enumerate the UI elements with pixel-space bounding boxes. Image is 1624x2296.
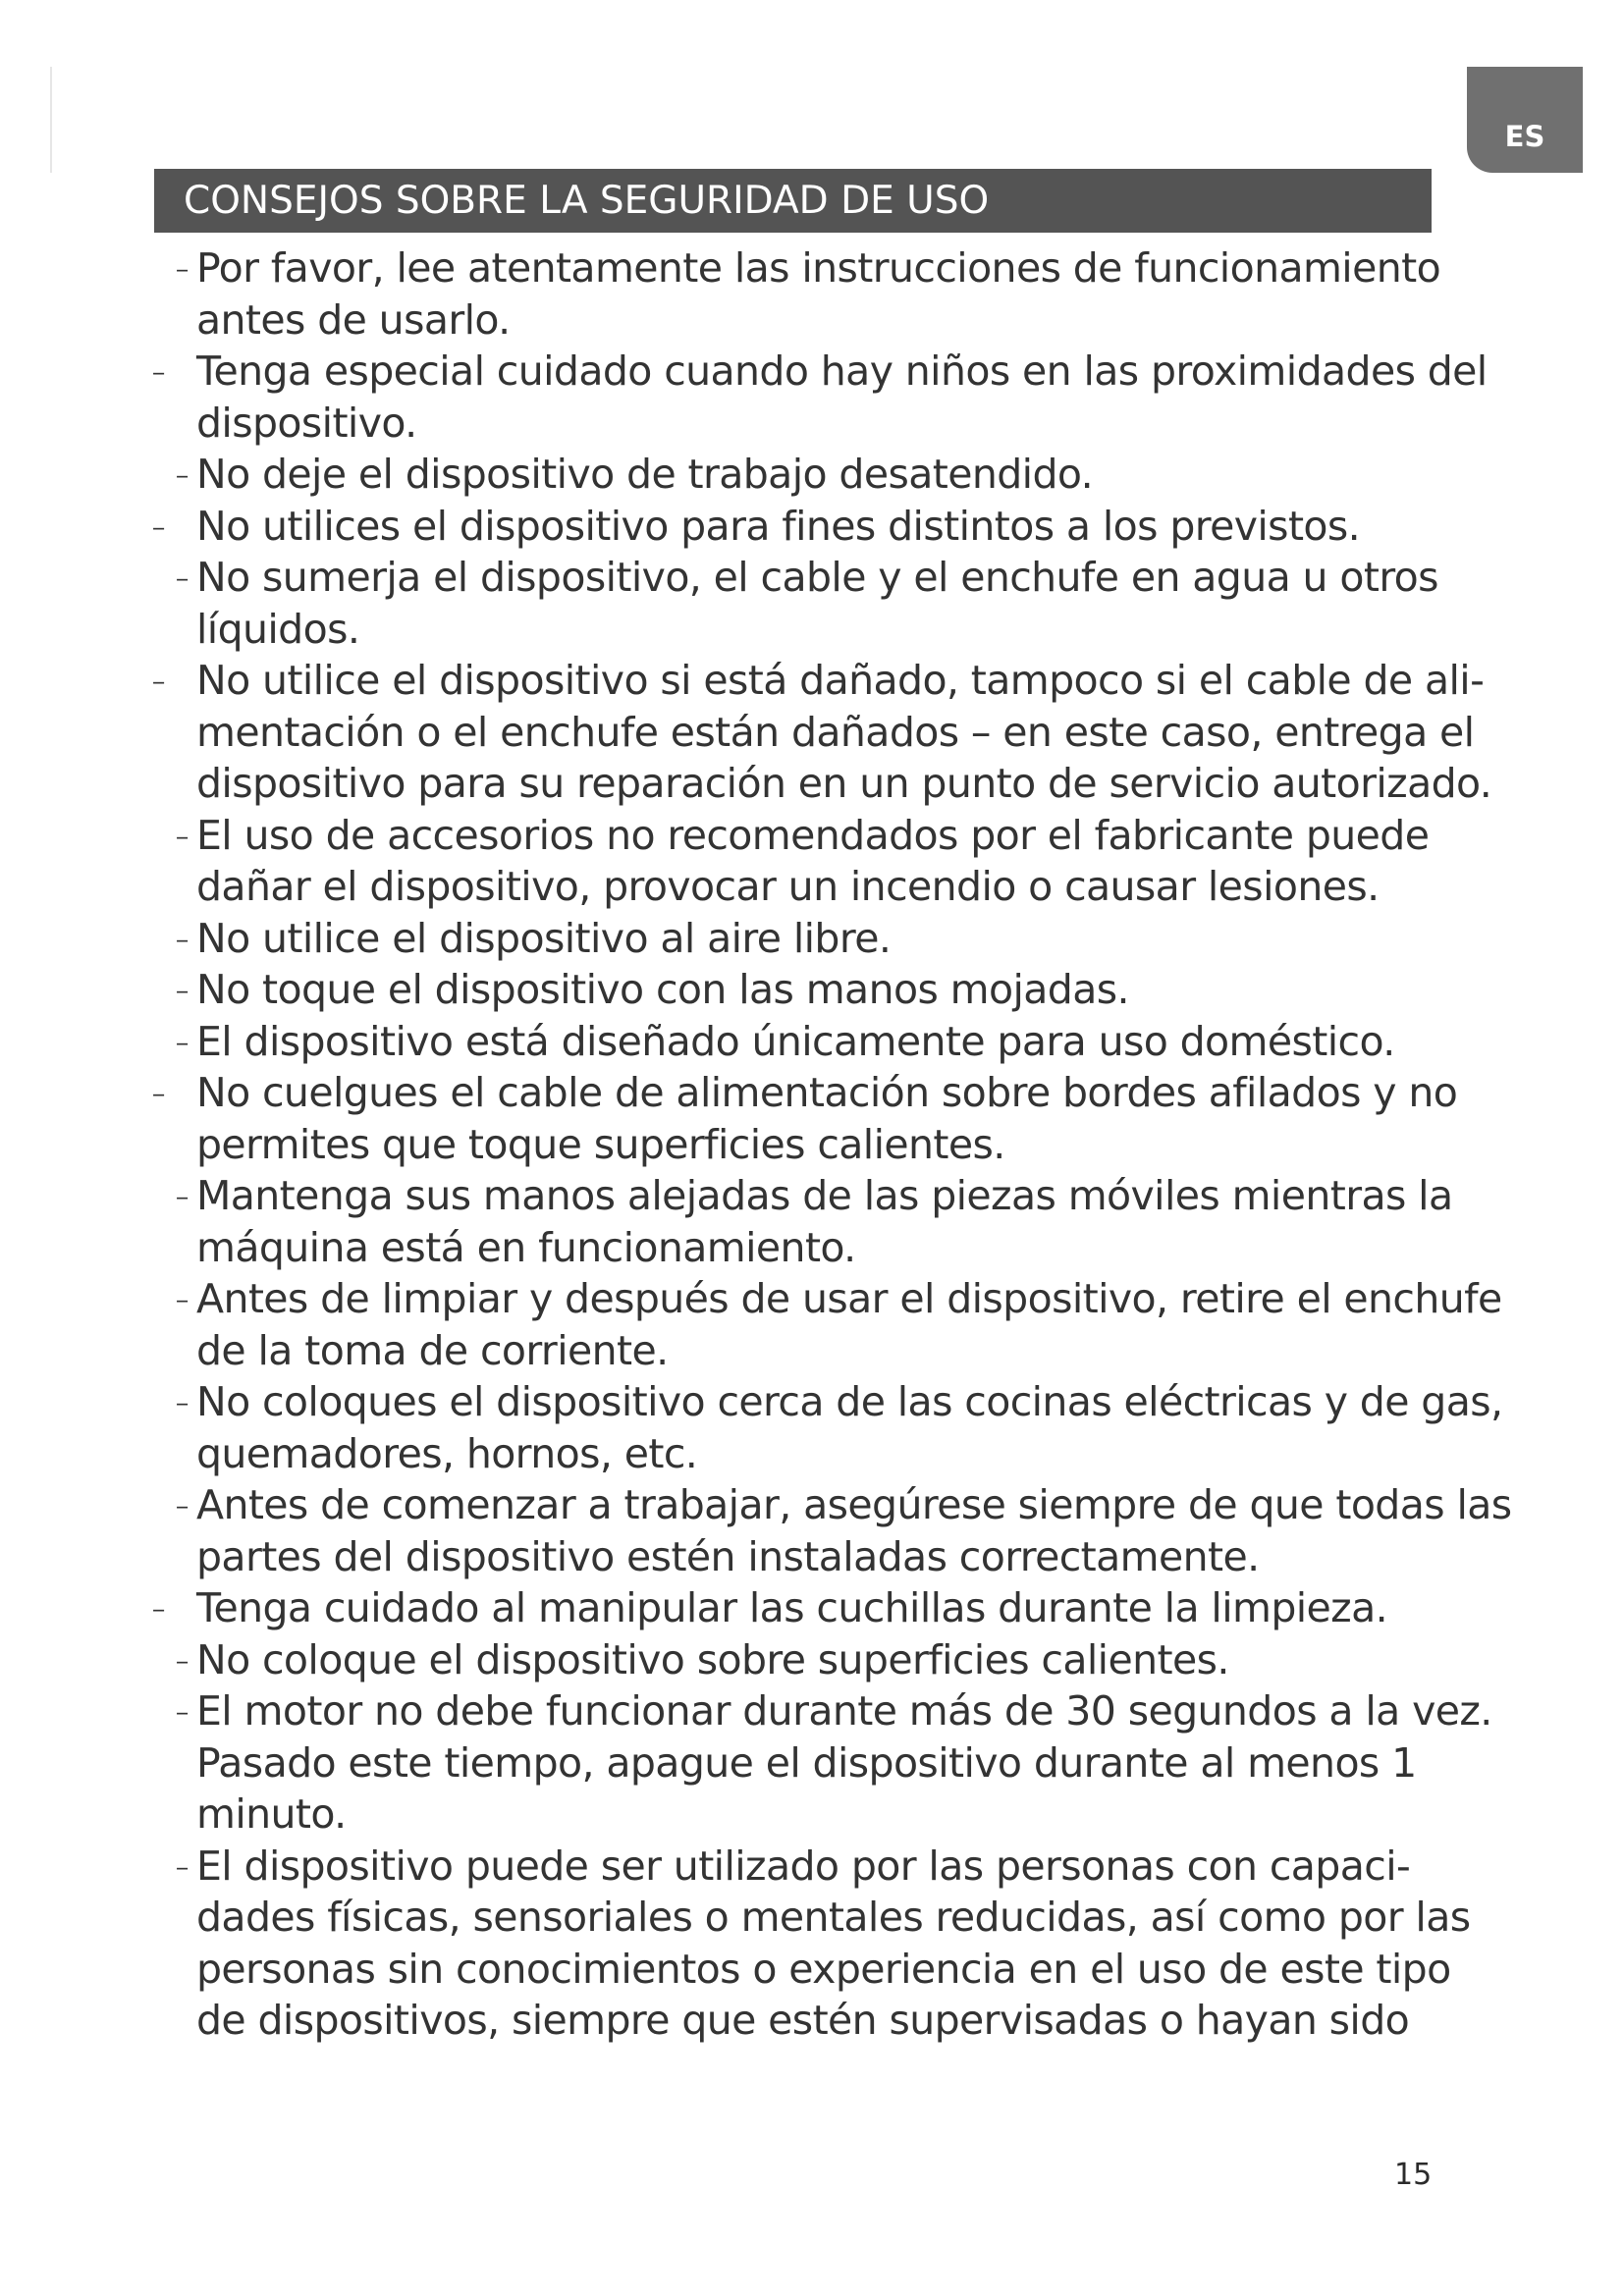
list-dash: -	[151, 656, 167, 704]
item-line: No utilice el dispositivo si está dañado, tampoco si el cable de ali-	[196, 657, 1485, 704]
item-line: líquidos.	[196, 605, 360, 653]
item-line: No coloques el dispositivo cerca de las cocinas eléctricas y de gas,	[196, 1378, 1503, 1425]
item-line: El uso de accesorios no recomendados por el fabricante puede	[196, 811, 1430, 859]
item-line: máquina está en funcionamiento.	[196, 1223, 856, 1271]
item-line: antes de usarlo.	[196, 295, 511, 344]
list-item	[0, 242, 1483, 346]
item-line: El dispositivo está diseñado únicamente para uso doméstico.	[196, 1017, 1395, 1065]
item-line: No sumerja el dispositivo, el cable y el enchufe en agua u otros	[196, 554, 1438, 601]
item-line: partes del dispositivo estén instaladas correctamente.	[196, 1532, 1260, 1580]
list-dash: -	[175, 553, 190, 601]
list-item	[0, 964, 1483, 1016]
item-line: El dispositivo puede ser utilizado por las personas con capaci-	[196, 1842, 1411, 1890]
item-line: Pasado este tiempo, apague el dispositivo durante al menos 1	[196, 1738, 1417, 1787]
list-dash: -	[175, 810, 190, 859]
item-line: dades físicas, sensoriales o mentales reducidas, así como por las	[196, 1894, 1471, 1941]
list-dash: -	[175, 1634, 190, 1683]
list-item	[0, 913, 1483, 965]
item-line: Tenga especial cuidado cuando hay niños en las proximidades del	[196, 347, 1488, 395]
item-line: No deje el dispositivo de trabajo desatendido.	[196, 451, 1094, 498]
list-item	[0, 1685, 1492, 1841]
list-dash: -	[151, 1068, 167, 1116]
list-dash: -	[151, 347, 167, 395]
item-line: No utilices el dispositivo para fines distintos a los previstos.	[196, 502, 1361, 550]
list-dash: -	[151, 501, 167, 550]
list-item	[0, 1479, 1512, 1582]
list-dash: -	[175, 1841, 190, 1890]
item-line: Antes de comenzar a trabajar, asegúrese siempre de que todas las	[196, 1481, 1512, 1528]
item-line: personas sin conocimientos o experiencia en el uso de este tipo	[196, 1945, 1451, 1993]
list-dash: -	[175, 1480, 190, 1528]
list-item	[0, 449, 1483, 501]
list-item	[0, 346, 1488, 449]
margin-line	[50, 67, 52, 173]
item-line: de la toma de corriente.	[196, 1326, 669, 1374]
list-item	[0, 501, 1483, 553]
item-line: de dispositivos, siempre que estén supervisadas o hayan sido	[196, 1997, 1410, 2044]
safety-list	[0, 242, 1512, 2047]
page-number: 15	[1394, 2158, 1433, 2192]
item-line: quemadores, hornos, etc.	[196, 1429, 698, 1477]
language-tab-label: ES	[1504, 120, 1545, 153]
list-item	[0, 1016, 1483, 1068]
item-line: permites que toque superficies calientes.	[196, 1120, 1005, 1168]
list-dash: -	[175, 965, 190, 1013]
item-line: Antes de limpiar y después de usar el dispositivo, retire el enchufe	[196, 1275, 1502, 1322]
language-tab	[1467, 67, 1583, 173]
list-dash: -	[175, 1686, 190, 1735]
item-line: Mantenga sus manos alejadas de las piezas móviles mientras la	[196, 1172, 1453, 1219]
item-line: dispositivo para su reparación en un punto de servicio autorizado.	[196, 760, 1492, 807]
item-line: No coloque el dispositivo sobre superficies calientes.	[196, 1635, 1229, 1683]
list-item	[0, 1841, 1483, 2047]
list-item	[0, 1582, 1483, 1634]
list-item	[0, 552, 1483, 655]
list-dash: -	[175, 1274, 190, 1322]
list-item	[0, 1376, 1503, 1479]
item-line: No utilice el dispositivo al aire libre.	[196, 914, 892, 962]
item-line: mentación o el enchufe están dañados – en este caso, entrega el	[196, 708, 1475, 756]
item-line: No toque el dispositivo con las manos mojadas.	[196, 966, 1129, 1013]
list-dash: -	[175, 1171, 190, 1219]
item-line: Tenga cuidado al manipular las cuchillas durante la limpieza.	[196, 1584, 1388, 1631]
item-line: dispositivo.	[196, 399, 417, 447]
item-line: minuto.	[196, 1790, 347, 1838]
list-dash: -	[175, 913, 190, 962]
list-dash: -	[175, 243, 190, 292]
list-item	[0, 1170, 1483, 1273]
item-line: dañar el dispositivo, provocar un incendio o causar lesiones.	[196, 863, 1380, 910]
list-item	[0, 810, 1483, 913]
list-dash: -	[151, 1583, 167, 1631]
item-line: No cuelgues el cable de alimentación sobre bordes afilados y no	[196, 1069, 1458, 1116]
list-dash: -	[175, 1016, 190, 1065]
section-title: CONSEJOS SOBRE LA SEGURIDAD DE USO	[154, 169, 1432, 233]
list-item	[0, 1067, 1483, 1170]
list-dash: -	[175, 450, 190, 498]
item-line: El motor no debe funcionar durante más de 30 segundos a la vez.	[196, 1687, 1492, 1735]
list-item	[0, 1634, 1483, 1686]
list-item	[0, 655, 1492, 810]
item-line: Por favor, lee atentamente las instrucciones de funcionamiento	[196, 244, 1441, 292]
list-item	[0, 1273, 1502, 1376]
list-dash: -	[175, 1377, 190, 1425]
